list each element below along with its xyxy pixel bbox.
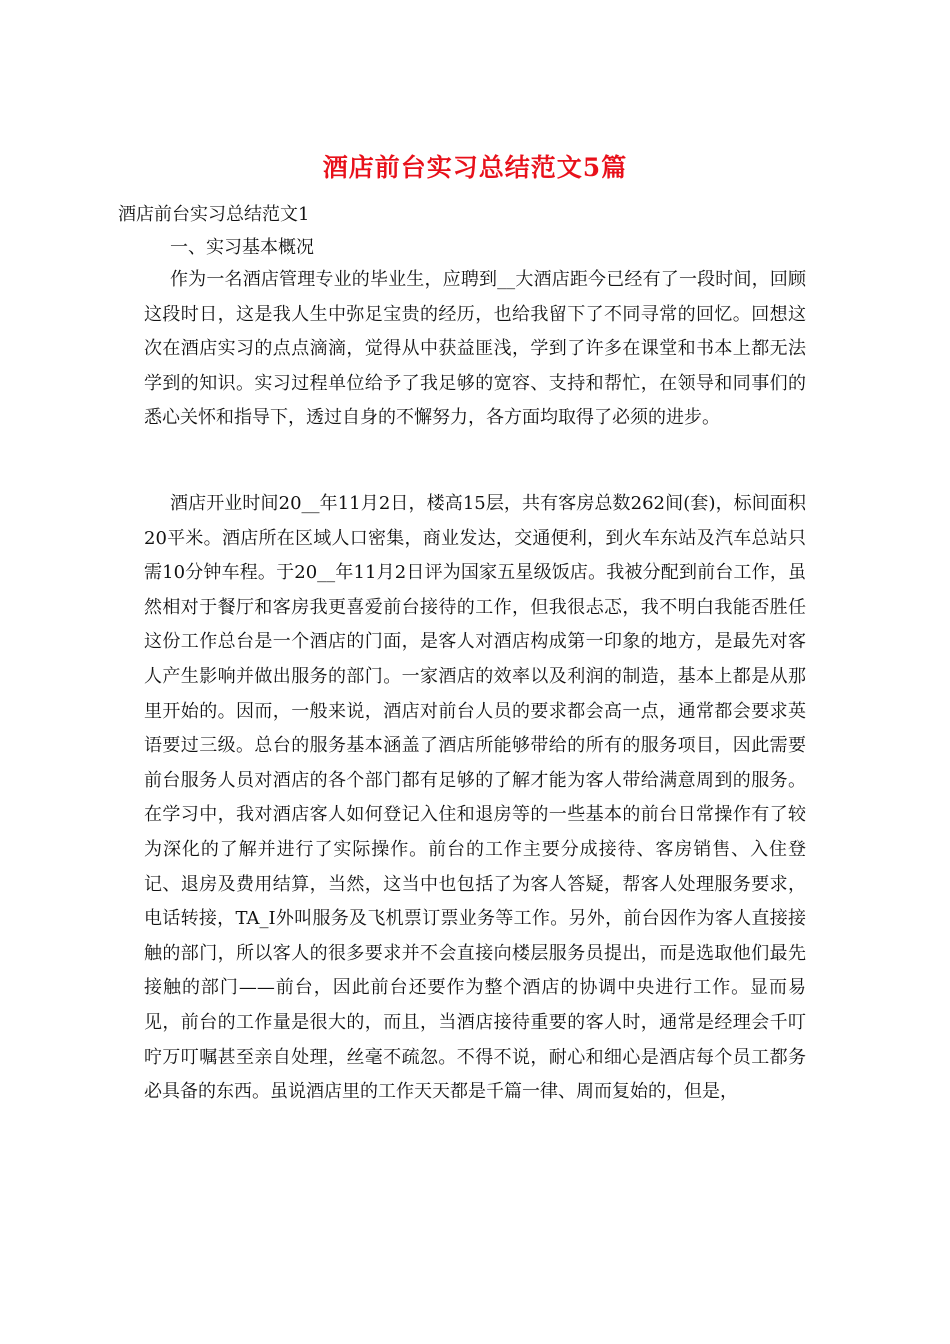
document-subtitle: 酒店前台实习总结范文1	[118, 204, 310, 225]
section-heading: 一、实习基本概况	[170, 237, 314, 258]
body-paragraph-1: 作为一名酒店管理专业的毕业生，应聘到__大酒店距今已经有了一段时间，回顾这段时日，这是我人生中弥足宝贵的经历，也给我留下了不同寻常的回忆。回想这次在酒店实习的点点滴滴，觉得从中获益匪浅，学到了许多在课堂和书本上都无法学到的知识。实习过程单位给予了我足够的宽容、支持和帮忙，在领导和同事们的悉心关怀和指导下，透过自身的不懈努力，各方面均取得了必须的进步。	[144, 269, 806, 429]
document-title: 酒店前台实习总结范文5篇	[322, 153, 628, 182]
body-paragraph-2: 酒店开业时间20__年11月2日，楼高15层，共有客房总数262间(套)，标间面积20平米。酒店所在区域人口密集，商业发达，交通便利，到火车东站及汽车总站只需10分钟车程。于20__年11月2日评为国家五星级饭店。我被分配到前台工作，虽然相对于餐厅和客房我更喜爱前台接待的工作，但我很忐忑，我不明白我能否胜任这份工作总台是一个酒店的门面，是客人对酒店构成第一印象的地方，是最先对客人产生影响并做出服务的部门。一家酒店的效率以及利润的制造，基本上都是从那里开始的。因而，一般来说，酒店对前台人员的要求都会高一点，通常都会要求英语要过三级。总台的服务基本涵盖了酒店所能够带给的所有的服务项目，因此需要前台服务人员对酒店的各个部门都有足够的了解才能为客人带给满意周到的服务。在学习中，我对酒店客人如何登记入住和退房等的一些基本的前台日常操作有了较为深化的了解并进行了实际操作。前台的工作主要分成接待、客房销售、入住登记、退房及费用结算，当然，这当中也包括了为客人答疑，帮客人处理服务要求，电话转接，TA_I外叫服务及飞机票订票业务等工作。另外，前台因作为客人直接接触的部门，所以客人的很多要求并不会直接向楼层服务员提出，而是选取他们最先接触的部门——前台，因此前台还要作为整个酒店的协调中央进行工作。显而易见，前台的工作量是很大的，而且，当酒店接待重要的客人时，通常是经理会千叮咛万叮嘱甚至亲自处理，丝毫不疏忽。不得不说，耐心和细心是酒店每个员工都务必具备的东西。虽说酒店里的工作天天都是千篇一律、周而复始的，但是，	[144, 493, 806, 1103]
